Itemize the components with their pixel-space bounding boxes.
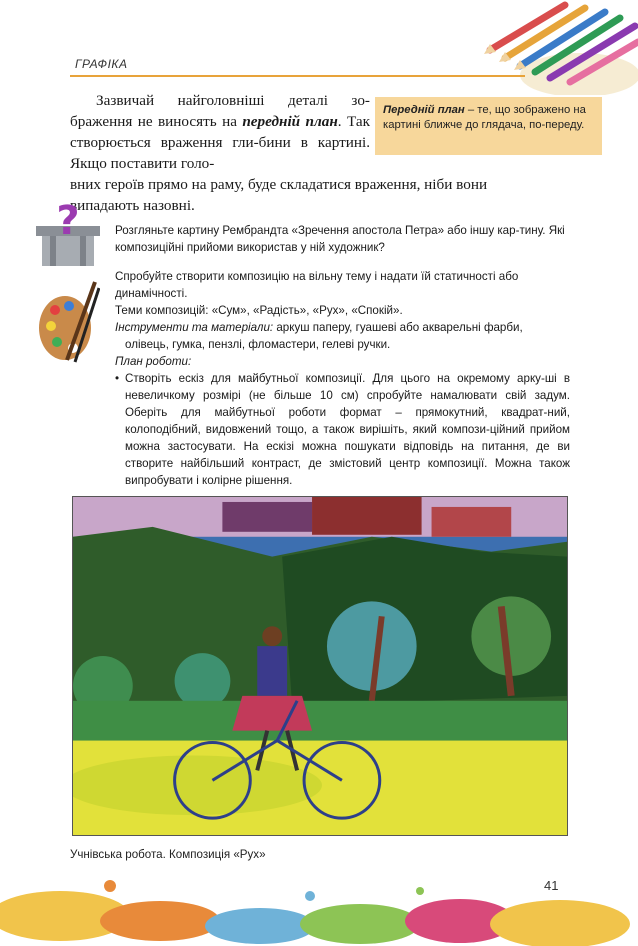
question-text: Розгляньте картину Рембрандта «Зречення апостола Петра» або іншу кар-тину. Які композиційні прийоми використав у ній художник? [115, 224, 565, 254]
intro-paragraph-continued [70, 174, 570, 216]
intro-line-4: вних героїв прямо на раму, буде складатися враження, ніби вони [70, 176, 488, 193]
tools-text-2: олівець, гумка, пензлі, фломастери, гелеві ручки. [125, 338, 391, 351]
figure-caption: Учнівська робота. Композиція «Рух» [70, 848, 266, 861]
palette-icon [35, 280, 100, 365]
plan-bullet: • Створіть ескіз для майбутньої композиції. Для цього на окремому арку-ші в невеличкому розмірі (не більше 10 см) спробуйте намалювати свій задум. Оберіть для майбутньої роботи формат – прямокутний, квадрат-ний, колоподібний, видовжений тощо, а також вирішіть, який компози-ційний прийом можна застосувати. На ескізі можна пошукати відповідь на питання, де ви створите найбільший контраст, де змістовий центр композиції. Можна також випробувати і колірне рішення. [115, 370, 570, 489]
intro-text-2: . Так створюється враження гли-бини в картині. Якщо поставити голо- [70, 113, 370, 172]
intro-text-1: Зазвичай найголовніші деталі зо-браження не виносять на [70, 92, 370, 130]
definition-box [375, 97, 602, 155]
intro-paragraph [70, 90, 370, 174]
task-tools [115, 319, 570, 336]
intro-line-5: випадають назовні. [70, 197, 195, 214]
plan-label: План роботи: [115, 355, 192, 368]
task-block [115, 268, 570, 489]
student-painting [72, 496, 568, 836]
section-label: ГРАФІКА [75, 57, 128, 71]
question-icon [32, 198, 104, 270]
definition-text: – те, що зображено на картині ближче до глядача, по-переду. [383, 104, 586, 131]
paint-splash-decoration [0, 866, 638, 946]
page-number: 41 [544, 878, 559, 893]
task-themes: Теми композицій: «Сум», «Радість», «Рух», «Спокій». [115, 304, 403, 317]
intro-term: передній план [242, 113, 338, 130]
tools-label: Інструменти та матеріали: [115, 321, 274, 334]
header-divider [70, 75, 525, 77]
task-intro-2: динамічності. [115, 287, 188, 300]
tools-text-1: аркуш паперу, гуашеві або акварельні фарби, [273, 321, 523, 334]
task-intro-1: Спробуйте створити композицію на вільну тему і надати їй статичності або [115, 270, 519, 283]
definition-term: Передній план [383, 104, 465, 116]
svg-text:?: ? [56, 198, 80, 244]
color-pencils-decoration [470, 0, 638, 95]
